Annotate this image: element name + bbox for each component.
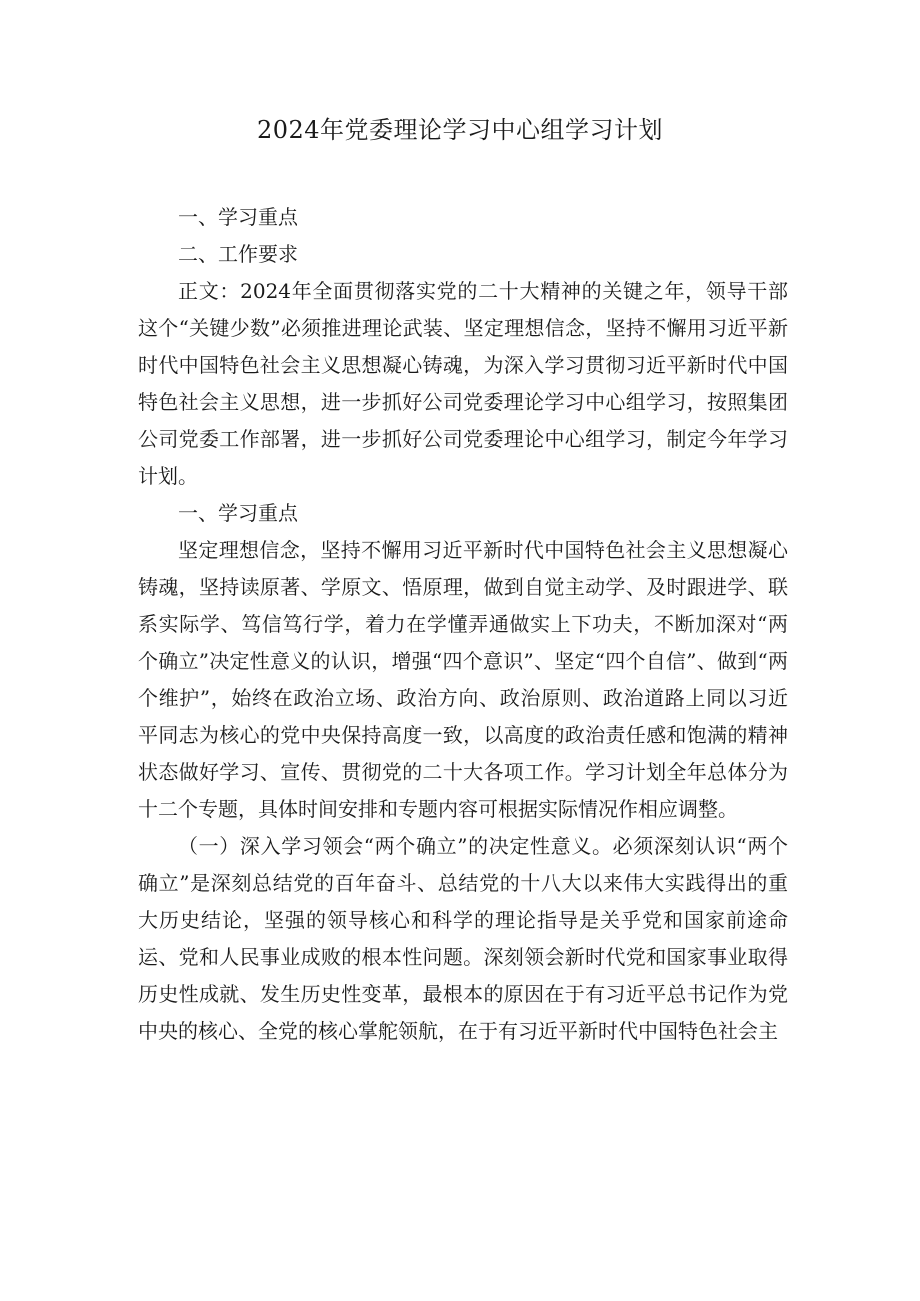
document-body	[138, 199, 788, 1050]
document-title: 2024年党委理论学习中心组学习计划	[256, 116, 664, 144]
outline-item-work-requirements: 二、工作要求	[178, 242, 298, 266]
outline-item-study-focus: 一、学习重点	[178, 205, 298, 229]
study-focus-paragraph: 坚定理想信念，坚持不懈用习近平新时代中国特色社会主义思想凝心铸魂，坚持读原著、学原文、悟原理，做到自觉主动学、及时跟进学、联系实际学、笃信笃行学，着力在学懂弄通做实上下功夫，不断加深对“两个确立”决定性意义的认识，增强“四个意识”、坚定“四个自信”、做到“两个维护”，始终在政治立场、政治方向、政治原则、政治道路上同以习近平同志为核心的党中央保持高度一致，以高度的政治责任感和饱满的精神状态做好学习、宣传、贯彻党的二十大各项工作。学习计划全年总体分为十二个专题，具体时间安排和专题内容可根据实际情况作相应调整。	[138, 538, 788, 821]
intro-paragraph: 正文：2024年全面贯彻落实党的二十大精神的关键之年，领导干部这个“关键少数”必须推进理论武装、坚定理想信念，坚持不懈用习近平新时代中国特色社会主义思想凝心铸魂，为深入学习贯彻习近平新时代中国特色社会主义思想，进一步抓好公司党委理论学习中心组学习，按照集团公司党委工作部署，进一步抓好公司党委理论中心组学习，制定今年学习计划。	[138, 279, 788, 488]
section-heading-study-focus: 一、学习重点	[178, 501, 298, 525]
topic-one-paragraph: （一）深入学习领会“两个确立”的决定性意义。必须深刻认识“两个确立”是深刻总结党的百年奋斗、总结党的十八大以来伟大实践得出的重大历史结论，坚强的领导核心和科学的理论指导是关乎党和国家前途命运、党和人民事业成败的根本性问题。深刻领会新时代党和国家事业取得历史性成就、发生历史性变革，最根本的原因在于有习近平总书记作为党中央的核心、全党的核心掌舵领航，在于有习近平新时代中国特色社会主	[138, 834, 788, 1043]
